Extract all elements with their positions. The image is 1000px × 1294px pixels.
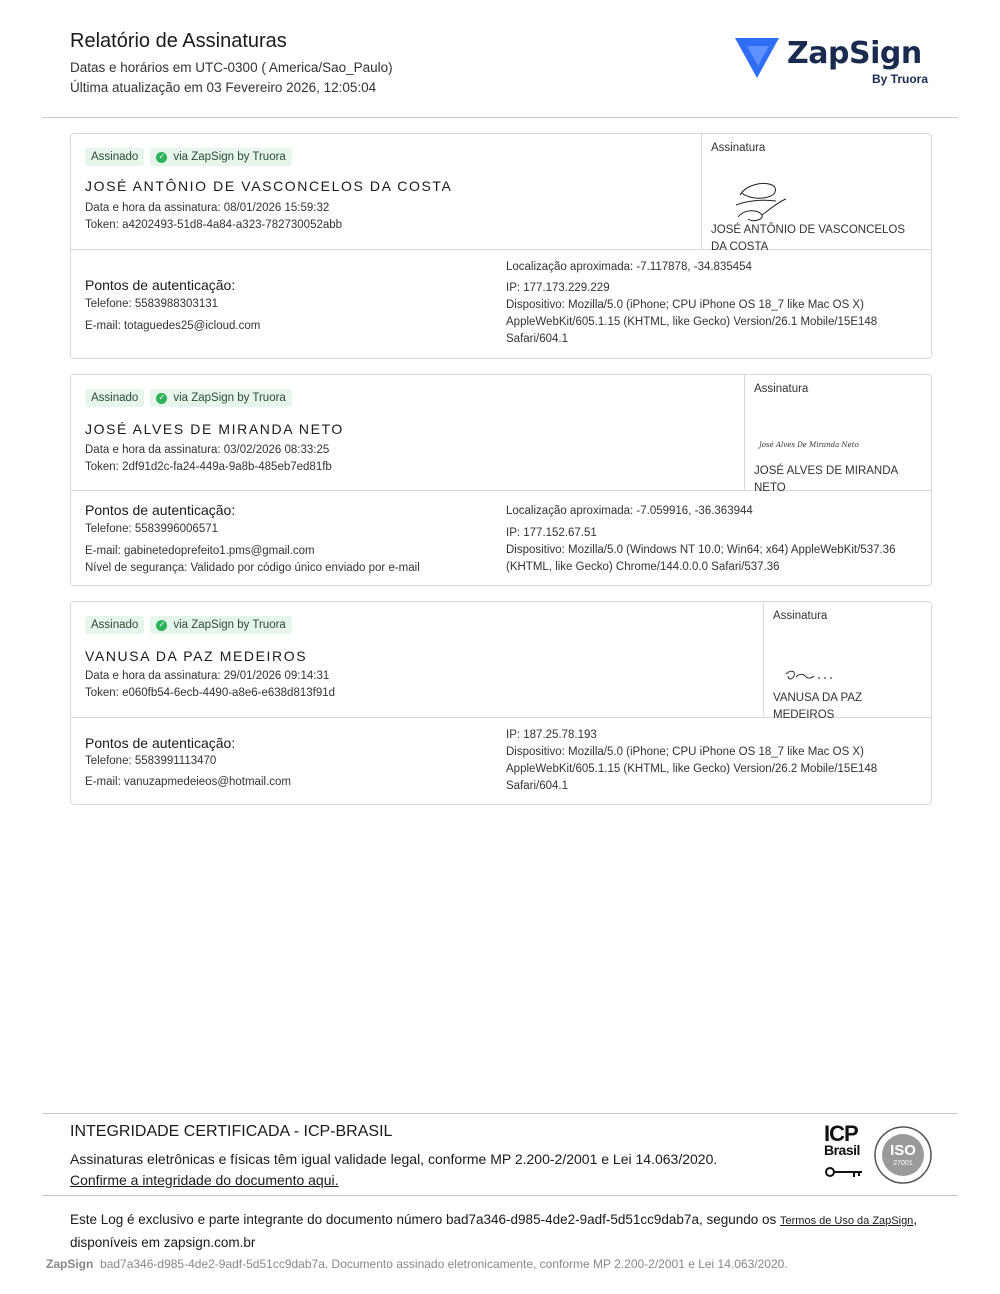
signature-image: José Alves De Miranda Neto: [759, 441, 859, 449]
check-icon: ✓: [156, 152, 167, 163]
signature-name: JOSÉ ALVES DE MIRANDA NETO: [754, 465, 898, 494]
header-divider: [42, 117, 958, 118]
signer-name: VANUSA DA PAZ MEDEIROS: [85, 648, 308, 664]
log-text-after: , disponíveis em zapsign.com.br: [70, 1212, 918, 1250]
signer-card: [70, 601, 932, 805]
footer-brand: ZapSign: [46, 1257, 94, 1271]
document-footer-line: [46, 1257, 788, 1271]
auth-email: E-mail: totaguedes25@icloud.com: [85, 320, 261, 332]
icp-logo-subtext: Brasil: [824, 1142, 860, 1158]
signature-image: [732, 179, 792, 225]
check-icon: ✓: [156, 620, 167, 631]
auth-title: Pontos de autenticação:: [85, 277, 236, 293]
auth-security-level: Nível de segurança: Validado por código único enviado por e-mail: [85, 562, 420, 574]
via-badge: [150, 148, 292, 166]
signature-image: [784, 668, 834, 684]
signature-name: JOSÉ ANTÔNIO DE VASCONCELOS DA COSTA: [711, 224, 906, 253]
log-statement: [70, 1209, 932, 1253]
footer-document-id: bad7a346-d985-4de2-9adf-5d51cc9dab7a. Documento assinado eletronicamente, conforme MP 2.200-2/2001 e Lei 14.063/2020.: [100, 1257, 788, 1271]
signature-datetime: Data e hora da assinatura: 08/01/2026 15:59:32: [85, 202, 330, 214]
via-label: via ZapSign by Truora: [173, 151, 286, 163]
signature-token: Token: a4202493-51d8-4a84-a323-782730052abb: [85, 219, 343, 231]
icp-brasil-seal: [824, 1121, 934, 1184]
auth-ip: IP: 177.173.229.229: [506, 282, 610, 294]
auth-ip: IP: 177.152.67.51: [506, 527, 597, 539]
logo-wordmark: ZapSign: [787, 36, 922, 71]
status-badge: Assinado: [85, 389, 144, 407]
signer-card: [70, 133, 932, 359]
auth-phone: Telefone: 5583988303131: [85, 298, 219, 310]
auth-phone: Telefone: 5583991113470: [85, 755, 217, 767]
key-icon: [824, 1162, 864, 1182]
page-title: Relatório de Assinaturas: [70, 30, 287, 52]
integrity-link[interactable]: Confirme a integridade do documento aqui.: [70, 1172, 339, 1188]
auth-phone: Telefone: 5583996006571: [85, 523, 219, 535]
auth-ip: IP: 187.25.78.193: [506, 729, 597, 741]
via-label: via ZapSign by Truora: [173, 392, 286, 404]
footer-divider-2: [42, 1195, 958, 1196]
timezone-info: Datas e horários em UTC-0300 ( America/Sao_Paulo): [70, 60, 393, 75]
signature-name: VANUSA DA PAZ MEDEIROS: [773, 692, 863, 721]
auth-device: Dispositivo: Mozilla/5.0 (iPhone; CPU iPhone OS 18_7 like Mac OS X) AppleWebKit/605.1.15 (KHTML, like Gecko) Version/26.2 Mobile/15E148 Safari/604.1: [506, 746, 878, 792]
status-badges: [85, 616, 292, 634]
integrity-text: Assinaturas eletrônicas e físicas têm igual validade legal, conforme MP 2.200-2/2001 e Lei 14.063/2020.: [70, 1151, 718, 1167]
signature-token: Token: e060fb54-6ecb-4490-a8e6-e638d813f91d: [85, 687, 336, 699]
auth-title: Pontos de autenticação:: [85, 502, 236, 518]
via-badge: [150, 616, 292, 634]
report-header: [70, 30, 930, 110]
status-badge: Assinado: [85, 616, 144, 634]
signature-label: Assinatura: [773, 610, 828, 622]
signature-token: Token: 2df91d2c-fa24-449a-9a8b-485eb7ed81fb: [85, 461, 332, 473]
auth-title: Pontos de autenticação:: [85, 735, 236, 751]
signature-label: Assinatura: [754, 383, 809, 395]
iso-text: ISO: [890, 1142, 916, 1159]
status-badges: [85, 389, 292, 407]
footer-divider: [42, 1113, 958, 1114]
terms-link[interactable]: Termos de Uso da ZapSign: [780, 1215, 914, 1227]
zapsign-mark-icon: [735, 38, 781, 80]
signer-name: JOSÉ ALVES DE MIRANDA NETO: [85, 421, 344, 437]
auth-email: E-mail: gabinetedoprefeito1.pms@gmail.com: [85, 545, 315, 557]
signature-label: Assinatura: [711, 142, 766, 154]
signature-box: [701, 134, 931, 253]
via-badge: [150, 389, 292, 407]
icp-logo-text: ICP: [824, 1121, 858, 1146]
signature-datetime: Data e hora da assinatura: 03/02/2026 08:33:25: [85, 444, 330, 456]
signer-summary: [71, 134, 931, 253]
signature-datetime: Data e hora da assinatura: 29/01/2026 09:14:31: [85, 670, 330, 682]
status-badge: Assinado: [85, 148, 144, 166]
signer-name: JOSÉ ANTÔNIO DE VASCONCELOS DA COSTA: [85, 178, 453, 194]
iso-number: 27001: [893, 1160, 913, 1167]
signer-summary: [71, 375, 931, 494]
auth-location: Localização aproximada: -7.117878, -34.835454: [506, 261, 752, 273]
auth-location: Localização aproximada: -7.059916, -36.363944: [506, 505, 753, 517]
auth-device: Dispositivo: Mozilla/5.0 (Windows NT 10.0; Win64; x64) AppleWebKit/537.36 (KHTML, like Gecko) Chrome/144.0.0.0 Safari/537.36: [506, 544, 896, 573]
signature-box: [744, 375, 931, 494]
auth-email: E-mail: vanuzapmedeieos@hotmail.com: [85, 776, 291, 788]
logo-subtitle: By Truora: [871, 72, 928, 86]
auth-device: Dispositivo: Mozilla/5.0 (iPhone; CPU iPhone OS 18_7 like Mac OS X) AppleWebKit/605.1.15 (KHTML, like Gecko) Version/26.1 Mobile/15E148 Safari/604.1: [506, 299, 878, 345]
signature-box: [763, 602, 931, 721]
integrity-text-block: [70, 1149, 717, 1191]
last-updated: Última atualização em 03 Fevereiro 2026, 12:05:04: [70, 80, 377, 95]
zapsign-logo: [735, 36, 930, 92]
log-text-before: Este Log é exclusivo e parte integrante do documento número bad7a346-d985-4de2-9adf-5d51cc9dab7a, segundo os: [70, 1212, 781, 1227]
integrity-title: INTEGRIDADE CERTIFICADA - ICP-BRASIL: [70, 1123, 393, 1140]
check-icon: ✓: [156, 393, 167, 404]
status-badges: [85, 148, 292, 166]
via-label: via ZapSign by Truora: [173, 619, 286, 631]
signer-card: [70, 374, 932, 586]
signer-summary: [71, 602, 931, 721]
